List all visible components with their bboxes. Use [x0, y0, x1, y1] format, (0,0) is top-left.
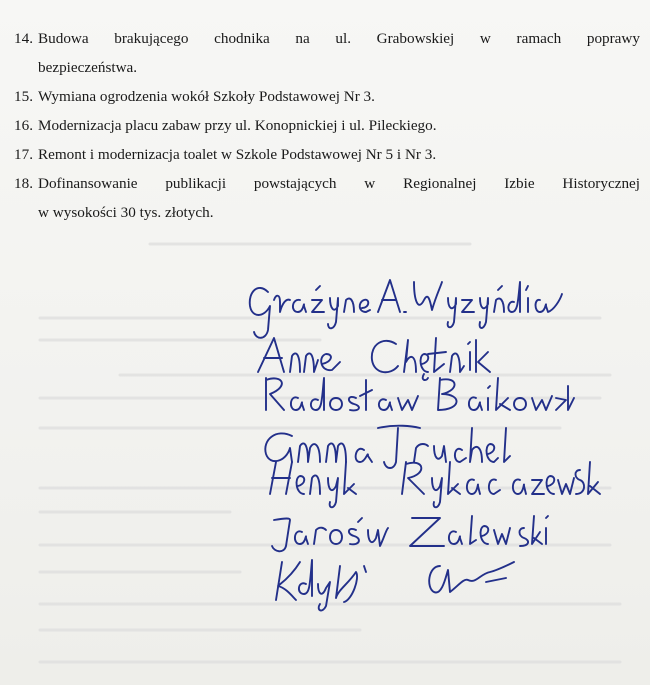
list-number: 18.	[14, 175, 33, 192]
list-item-line: w wysokości 30 tys. złotych.	[38, 204, 214, 221]
list-item-line: Budowa brakującego chodnika na ul. Grabowskiej w ramach poprawy	[38, 30, 640, 47]
list-number: 15.	[14, 88, 33, 105]
signature-6	[272, 516, 548, 551]
list-number: 14.	[14, 30, 33, 47]
list-item-line: Dofinansowanie publikacji powstających w Regionalnej Izbie Historycznej	[38, 175, 640, 192]
list-number: 17.	[14, 146, 33, 163]
signature-2	[258, 338, 490, 380]
signature-1	[250, 280, 562, 338]
list-item-text: Modernizacja placu zabaw przy ul. Konopnickiej i ul. Pileckiego.	[38, 117, 437, 134]
list-item-text: Wymiana ogrodzenia wokół Szkoły Podstawowej Nr 3.	[38, 88, 375, 105]
signature-4	[265, 426, 510, 468]
list-item-line: bezpieczeństwa.	[38, 59, 138, 76]
list-number: 16.	[14, 117, 33, 134]
signature-7	[276, 560, 514, 610]
signature-5	[270, 462, 600, 507]
list-item-text: Remont i modernizacja toalet w Szkole Podstawowej Nr 5 i Nr 3.	[38, 146, 437, 163]
signature-3	[266, 378, 574, 410]
